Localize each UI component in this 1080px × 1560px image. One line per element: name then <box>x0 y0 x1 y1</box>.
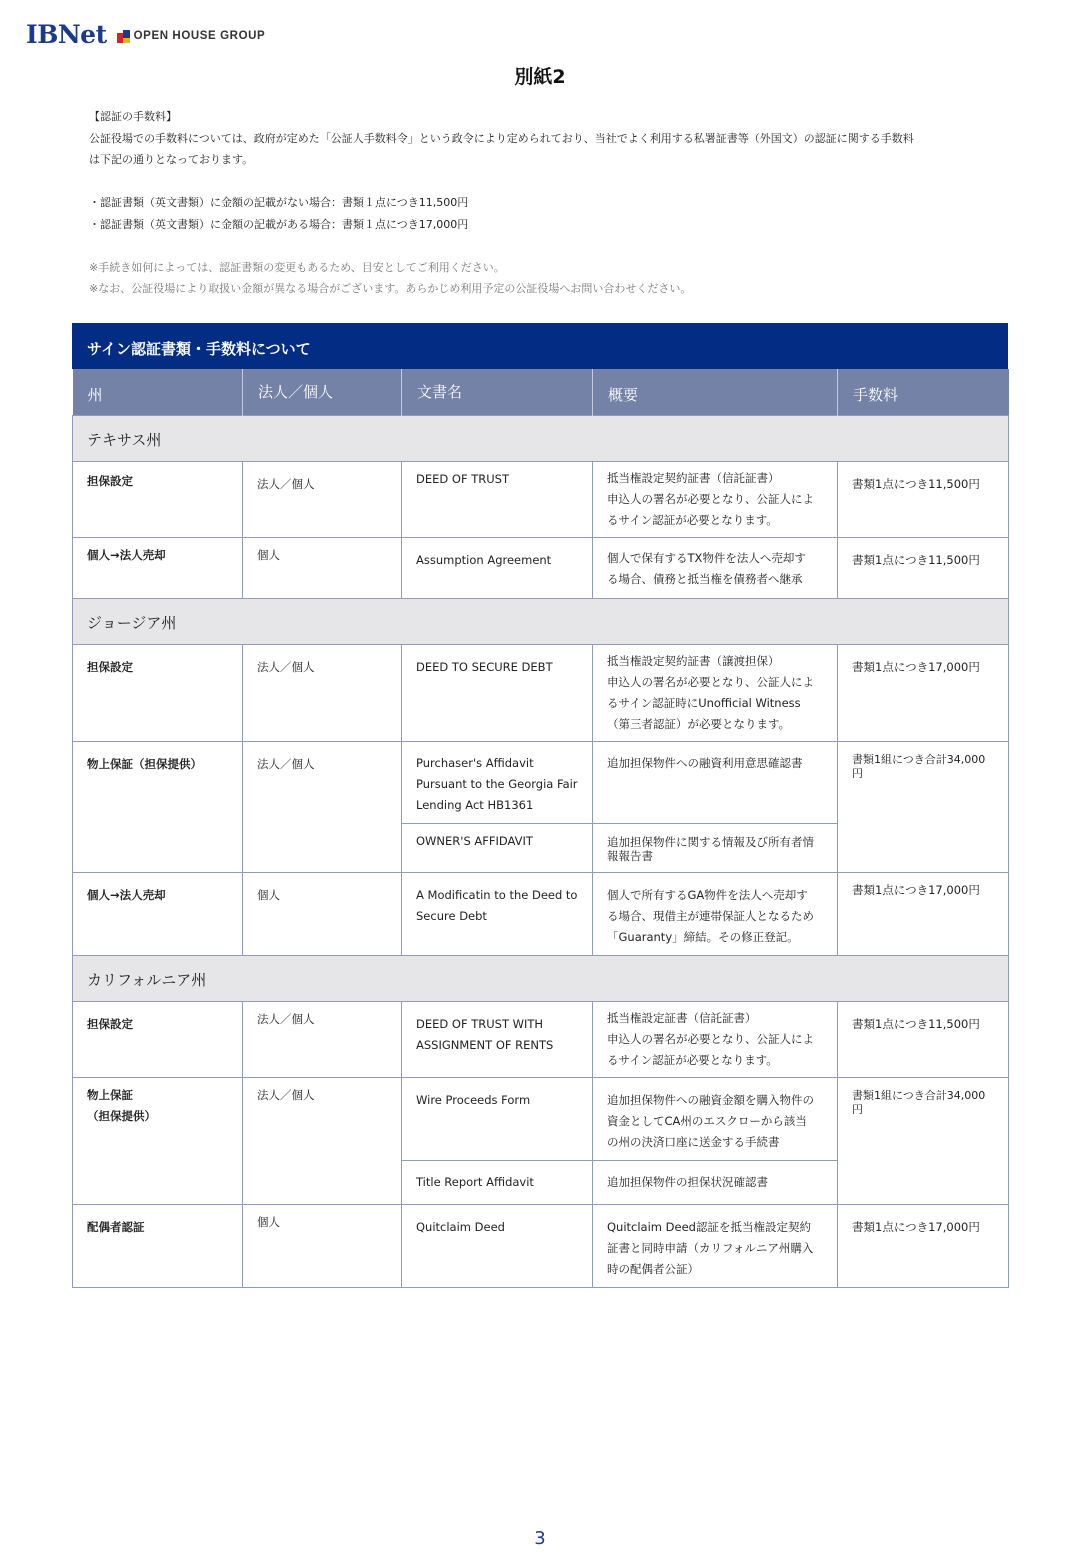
cell-document: DEED OF TRUST WITH ASSIGNMENT OF RENTS <box>402 1001 593 1077</box>
cell-type: 個人→法人売却 <box>73 537 243 598</box>
table-row <box>73 1001 1009 1077</box>
fee-table-section <box>72 323 1008 1288</box>
cell-summary: 抵当権設定証書（信託証書） 申込人の署名が必要となり、公証人によ るサイン認証が必要となります。 <box>593 1001 838 1077</box>
state-label: カリフォルニア州 <box>73 955 1009 1001</box>
table-row <box>73 872 1009 955</box>
cell-document: Quitclaim Deed <box>402 1204 593 1287</box>
cell-summary: 抵当権設定契約証書（譲渡担保） 申込人の署名が必要となり、公証人によ るサイン認証時にUnofficial Witness （第三者認証）が必要となります。 <box>593 644 838 741</box>
fee-bullet-1: ・認証書類（英文書類）に金額の記載がない場合：書類１点につき11,500円 <box>89 196 469 209</box>
fee-bullet-2: ・認証書類（英文書類）に金額の記載がある場合：書類１点につき17,000円 <box>89 217 469 231</box>
ibnet-logo: IBNet <box>26 19 107 49</box>
cell-summary: 個人で保有するTX物件を法人へ売却す る場合、債務と抵当権を債務者へ継承 <box>593 537 838 598</box>
cell-fee: 書類1点につき17,000円 <box>838 872 1009 955</box>
table-row <box>73 644 1009 741</box>
open-house-group-text: OPEN HOUSE GROUP <box>133 30 266 42</box>
cell-summary: Quitclaim Deed認証を抵当権設定契約 証書と同時申請（カリフォルニア州購入 時の配偶者公証） <box>593 1204 838 1287</box>
cell-type: 物上保証 （担保提供） <box>73 1077 243 1204</box>
cell-type: 担保設定 <box>73 1001 243 1077</box>
cell-type: 担保設定 <box>73 644 243 741</box>
table-title: サイン認証書類・手数料について <box>72 323 1008 369</box>
cell-entity: 法人／個人 <box>243 461 402 537</box>
header-logos <box>26 18 265 50</box>
cell-entity: 法人／個人 <box>243 644 402 741</box>
cell-entity: 個人 <box>243 872 402 955</box>
table-row <box>73 1204 1009 1287</box>
cell-summary: 追加担保物件への融資金額を購入物件の 資金としてCA州のエスクローから該当 の州の決済口座に送金する手続書 <box>593 1077 838 1160</box>
note-1: ※手続き如何によっては、認証書類の変更もあるため、目安としてご利用ください。 <box>89 260 505 274</box>
table-row <box>73 461 1009 537</box>
col-header-summary: 概要 <box>593 369 838 415</box>
state-label: テキサス州 <box>73 415 1009 461</box>
cell-entity: 法人／個人 <box>243 1001 402 1077</box>
cell-document: OWNER'S AFFIDAVIT <box>402 823 593 872</box>
cell-fee: 書類1点につき17,000円 <box>838 1204 1009 1287</box>
table-row <box>73 537 1009 598</box>
cell-fee: 書類1点につき11,500円 <box>838 1001 1009 1077</box>
fee-table <box>72 369 1009 1288</box>
cell-fee: 書類1組につき合計34,000円 <box>838 1077 1009 1204</box>
col-header-state: 州 <box>73 369 243 415</box>
cell-entity: 法人／個人 <box>243 741 402 872</box>
cell-fee: 書類1点につき17,000円 <box>838 644 1009 741</box>
cell-summary: 追加担保物件の担保状況確認書 <box>593 1160 838 1204</box>
table-header-row <box>73 369 1009 415</box>
page-number: 3 <box>534 1528 546 1549</box>
cell-summary: 抵当権設定契約証書（信託証書） 申込人の署名が必要となり、公証人によ るサイン認証が必要となります。 <box>593 461 838 537</box>
cell-entity: 個人 <box>243 537 402 598</box>
state-row-texas <box>73 415 1009 461</box>
intro-section <box>89 106 999 300</box>
open-house-mark-icon <box>117 30 130 43</box>
table-row <box>73 1077 1009 1160</box>
cell-document: DEED OF TRUST <box>402 461 593 537</box>
intro-heading: 【認証の手数料】 <box>89 110 177 123</box>
cell-fee: 書類1組につき合計34,000円 <box>838 741 1009 872</box>
cell-summary: 追加担保物件に関する情報及び所有者情報報告書 <box>593 823 838 872</box>
cell-type: 配偶者認証 <box>73 1204 243 1287</box>
cell-document: Assumption Agreement <box>402 537 593 598</box>
intro-line-1: 公証役場での手数料については、政府が定めた「公証人手数料令」という政令により定められており、当社でよく利用する私署証書等（外国文）の認証に関する手数料 <box>89 131 914 145</box>
state-row-georgia <box>73 598 1009 644</box>
state-label: ジョージア州 <box>73 598 1009 644</box>
cell-type: 担保設定 <box>73 461 243 537</box>
state-row-california <box>73 955 1009 1001</box>
cell-document: Wire Proceeds Form <box>402 1077 593 1160</box>
intro-line-2: は下記の通りとなっております。 <box>89 153 254 166</box>
cell-document: Purchaser's Affidavit Pursuant to the Georgia Fair Lending Act HB1361 <box>402 741 593 823</box>
cell-type: 物上保証（担保提供） <box>73 741 243 872</box>
cell-document: DEED TO SECURE DEBT <box>402 644 593 741</box>
cell-type: 個人→法人売却 <box>73 872 243 955</box>
cell-entity: 法人／個人 <box>243 1077 402 1204</box>
page-title: 別紙2 <box>514 66 566 88</box>
cell-document: A Modificatin to the Deed to Secure Debt <box>402 872 593 955</box>
open-house-group-logo <box>117 30 266 43</box>
cell-fee: 書類1点につき11,500円 <box>838 461 1009 537</box>
col-header-fee: 手数料 <box>838 369 1009 415</box>
cell-document: Title Report Affidavit <box>402 1160 593 1204</box>
cell-entity: 個人 <box>243 1204 402 1287</box>
cell-summary: 個人で所有するGA物件を法人へ売却す る場合、現借主が連帯保証人となるため 「Guaranty」締結。その修正登記。 <box>593 872 838 955</box>
col-header-entity: 法人／個人 <box>243 369 402 415</box>
col-header-document: 文書名 <box>402 369 593 415</box>
table-row <box>73 741 1009 823</box>
cell-summary: 追加担保物件への融資利用意思確認書 <box>593 741 838 823</box>
cell-fee: 書類1点につき11,500円 <box>838 537 1009 598</box>
note-2: ※なお、公証役場により取扱い金額が異なる場合がございます。あらかじめ利用予定の公証役場へお問い合わせください。 <box>89 282 692 295</box>
